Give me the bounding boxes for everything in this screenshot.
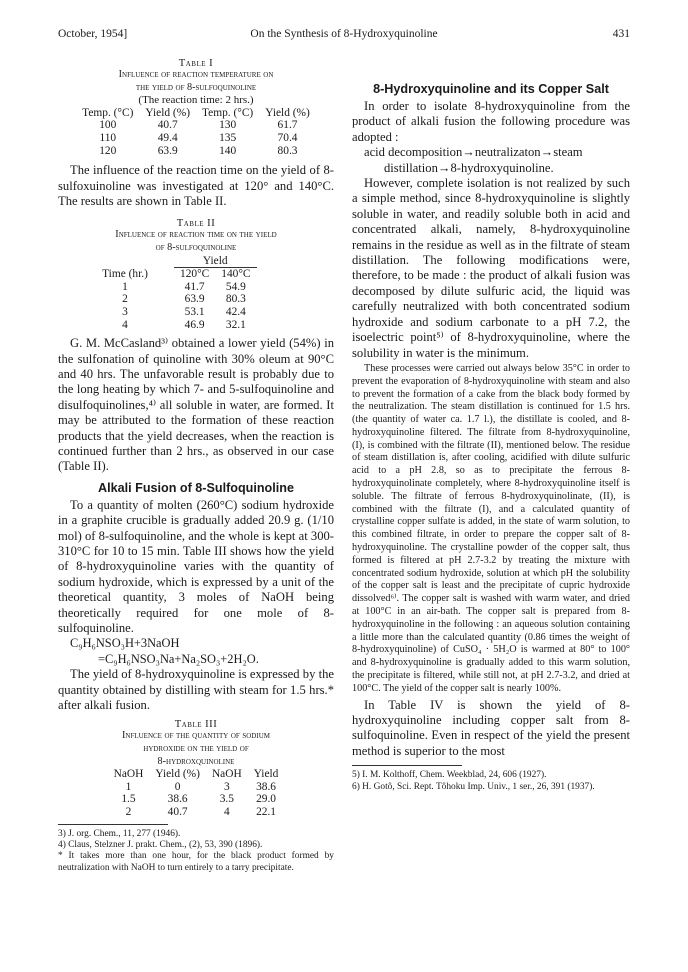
column-header: Yield	[253, 768, 279, 781]
left-column	[58, 58, 334, 874]
table-cell: 1.5	[121, 793, 136, 806]
table-cell: 63.9	[157, 144, 178, 157]
table-cell: 61.7	[277, 119, 298, 132]
table-2-caption-line1: Influence of reaction time on the yield	[115, 229, 277, 241]
table-row	[76, 145, 316, 158]
table-cell: 70.4	[277, 131, 298, 144]
table-cell: 53.1	[184, 305, 205, 318]
table-1-caption-line2: the yield of 8-sulfoquinoline	[135, 81, 257, 93]
right-column	[352, 82, 630, 793]
table-cell: 4	[223, 806, 230, 819]
table-1-grid	[76, 107, 316, 157]
footnotes-left	[58, 829, 334, 875]
column-header: Time (hr.)	[102, 267, 148, 280]
table-2	[58, 218, 334, 331]
paragraph: The influence of the reaction time on the yield of 8-sulfoxuinoline was investigated at 120° and 140°C. The results are shown in Table II.	[58, 163, 334, 208]
table-cell: 0	[174, 780, 181, 793]
table-header-row	[76, 107, 316, 120]
table-3-caption-line1: Influence of the quantity of sodium	[122, 730, 270, 742]
equation-line: C₉H₆NSO₃H+3NaOH	[70, 636, 180, 651]
table-cell: 40.7	[167, 806, 188, 819]
column-header: Yield (%)	[265, 106, 310, 119]
table-cell: 40.7	[157, 119, 178, 132]
column-header: 140°C	[215, 268, 256, 281]
table-cell: 4	[122, 318, 128, 331]
header-date: October, 1954]	[58, 28, 128, 40]
table-cell: 38.6	[167, 793, 188, 806]
paragraph: The yield of 8-hydroxyquinoline is expressed by the quantity obtained by distilling with steam for 1.5 hrs.* after alkali fusion.	[58, 667, 334, 713]
table-cell: 2	[125, 806, 132, 819]
running-header	[58, 28, 630, 44]
footnote-rule	[58, 824, 168, 825]
column-header: NaOH	[211, 768, 242, 781]
footnote: 3) J. org. Chem., 11, 277 (1946).	[58, 828, 181, 839]
table-cell: 22.1	[256, 806, 276, 819]
table-header-row	[76, 255, 257, 268]
table-cell: 3	[223, 780, 230, 793]
table-cell: 38.6	[256, 780, 276, 793]
paragraph-small: These processes were carried out always below 35°C in order to prevent the evaporation of 8-hydroxyquinoline with steam and also to prevent the formation of a cake from the black body formed by the neutralization. The steam distillation is continued for 1.5 hrs. (the quantity of water ca. 1.7 l.), the distillate is cooled, and 8-hydroxyquinoline filtered. The filtrate from 8-hydroxyquinoline, (I), is combined with the filtrate (II), mentioned below. The residue of steam distillation is, after cooling, acidified with dilute sulfuric acid to a pH 2.8, so as to precipitate the ferrous 8-hydroxyquinolinate completely, where 8-hydroxyquinoline itself is soluble. The filtrate of ferrous 8-hydroxyquinolinate, (II), is combined with the filtrate (I), and a calculated quantity of crystalline copper sulfate is added, in the state of warm solution, to this combined filtrate, in order to prepare the copper salt of 8-hydroxyquinoline. The crystalline powder of the copper salt, thus formed is filtered at pH 2.7-3.2 by treating the mixture with concentrated sodium hydroxide, solution at which pH the solubility of the copper salt is least and the precipitate of cupric hydroxide dissolved⁶⁾. The copper salt is washed with warm water, and dried at 100°C in an air-bath. The copper salt is prepared from 8-hydroxyquinoline in the following : an aqueous solution containing a little more than the calculated quantity (0.86 times the weight of 8-hydroxyquinoline) of CuSO₄ · 5H₂O is warmed at 80° to 100° and 8-hydroxyquinoline is gradually added to this warm solution, the precipitate is filtered, while still not, at pH 2.7-3.2, and dried at 100°C. The yield of the copper salt is nearly 100%.	[352, 362, 630, 694]
table-cell: 1	[122, 280, 128, 293]
paragraph: However, complete isolation is not realized by such a simple method, since 8-hydroxyquinoline is slightly soluble in water, and readily soluble both in acid and concentrated alkali, namely, 8-hydroxyquinoline remains in the residue as well as in the filtrate of steam distillation. The following modifications were, therefore, to be made : the product of alkali fusion was decomposed by dilute sulfuric acid, the liquid was carefully neutralized with both concentrated sodium hydroxide and sodium carbonate to a pH 7.2, the isoelectric point⁵⁾ of 8-hydroxyquinoline, where the solubility in water is the minimum.	[352, 176, 630, 360]
table-cell: 41.7	[184, 280, 205, 293]
scheme-line: distillation→8-hydroxyquinoline.	[384, 160, 554, 175]
table-row	[76, 306, 257, 319]
paragraph: In Table IV is shown the yield of 8-hydroxyquinoline including copper salt from 8-sulfoquinoline. Even in respect of the yield the present method is superior to the most	[352, 697, 630, 758]
table-1-note: (The reaction time: 2 hrs.)	[138, 94, 254, 107]
column-header: Yield (%)	[145, 106, 190, 119]
table-cell: 120	[99, 144, 117, 157]
paragraph: To a quantity of molten (260°C) sodium hydroxide in a graphite crucible is gradually added 20.9 g. (1/10 mol) of 8-sulfoquinoline, and the whole is kept at 300-310°C for 10 to 15 min. Table III shows how the yield of 8-hydroxyquinoline varies with the quantity of sodium hydroxide, which is expressed by a unit of the theoretical quantity, 3 moles of NaOH being theoretically required for one mole of 8-sulfoquinoline.	[58, 497, 334, 636]
table-1	[58, 58, 334, 157]
table-cell: 135	[219, 131, 237, 144]
table-row	[108, 781, 285, 794]
table-cell: 80.3	[225, 293, 246, 306]
table-3-label: Table III	[174, 719, 218, 731]
column-group-header: Yield	[202, 254, 228, 267]
table-3	[58, 719, 334, 818]
table-row	[108, 793, 285, 806]
scheme-line: acid decomposition→neutralizaton→steam	[364, 145, 583, 160]
table-1-caption-line1: Influence of reaction temperature on	[118, 69, 274, 80]
table-cell: 63.9	[184, 293, 205, 306]
table-header-row	[76, 268, 257, 281]
table-cell: 3	[122, 305, 128, 318]
table-cell: 46.9	[184, 318, 205, 331]
table-cell: 54.9	[225, 280, 246, 293]
table-2-caption-line2: of 8-sulfoquinoline	[155, 241, 237, 253]
table-3-caption-line3: 8-hydroxquinoline	[157, 755, 235, 767]
table-cell: 140	[219, 144, 237, 157]
table-cell: 130	[219, 119, 237, 132]
column-header: Temp. (°C)	[82, 106, 134, 119]
table-row	[76, 281, 257, 294]
footnote: 5) I. M. Kolthoff, Chem. Weekblad, 24, 606 (1927).	[352, 770, 547, 781]
footnote: 6) H. Gotô, Sci. Rept. Tôhoku Imp. Univ., 1 ser., 26, 391 (1937).	[352, 781, 595, 792]
table-cell: 3.5	[219, 793, 234, 806]
footnote: 4) Claus, Stelzner J. prakt. Chem., (2), 53, 390 (1896).	[58, 840, 263, 851]
table-1-label: Table I	[178, 58, 214, 69]
footnote-rule	[352, 765, 462, 766]
table-3-caption-line2: hydroxide on the yield of	[143, 743, 249, 755]
table-cell: 29.0	[256, 793, 276, 806]
table-cell: 100	[99, 119, 117, 132]
column-header: NaOH	[113, 768, 144, 781]
table-cell: 42.4	[225, 305, 246, 318]
footnotes-right	[352, 770, 630, 793]
paragraph: In order to isolate 8-hydroxyquinoline from the product of alkali fusion the following procedure was adopted :	[352, 99, 630, 144]
column-header: Yield (%)	[155, 768, 200, 781]
table-row	[76, 293, 257, 306]
table-cell: 32.1	[225, 318, 246, 331]
table-header-row	[108, 768, 285, 781]
equation-line: =C₉H₆NSO₃Na+Na₂SO₃+2H₂O.	[98, 651, 259, 666]
table-row	[76, 119, 316, 132]
table-3-grid	[108, 768, 285, 818]
table-cell: 1	[125, 780, 132, 793]
table-2-label: Table II	[176, 218, 216, 230]
table-row	[76, 319, 257, 332]
column-header: 120°C	[174, 268, 215, 281]
table-cell: 49.4	[157, 131, 178, 144]
paragraph: G. M. McCasland³⁾ obtained a lower yield (54%) in the sulfonation of quinoline with 30% oleum at 90°C and 40 hrs. The unfavorable result is probably due to the long heating by which 7- and 5-sulfoquinoline and disulfoquinolines,⁴⁾ all soluble in water, are formed. It may be attributed to the formation of these reaction products that the yield decreases, when the reaction is continued further than 2 hrs., as observed in our case (Table II).	[58, 336, 334, 474]
section-heading: Alkali Fusion of 8-Sulfoquinoline	[98, 480, 294, 495]
table-cell: 110	[99, 131, 117, 144]
table-row	[108, 806, 285, 819]
footnote: * It takes more than one hour, for the black product formed by neutralization with NaOH to turn entirely to a tarry precipitate.	[58, 851, 334, 873]
table-cell: 2	[122, 293, 128, 306]
header-title: On the Synthesis of 8-Hydroxyquinoline	[250, 28, 438, 40]
column-header: Temp. (°C)	[202, 106, 254, 119]
table-row	[76, 132, 316, 145]
table-cell: 80.3	[277, 144, 298, 157]
page-number: 431	[612, 28, 630, 40]
section-heading: 8-Hydroxyquinoline and its Copper Salt	[373, 82, 609, 96]
table-2-grid	[76, 255, 257, 332]
